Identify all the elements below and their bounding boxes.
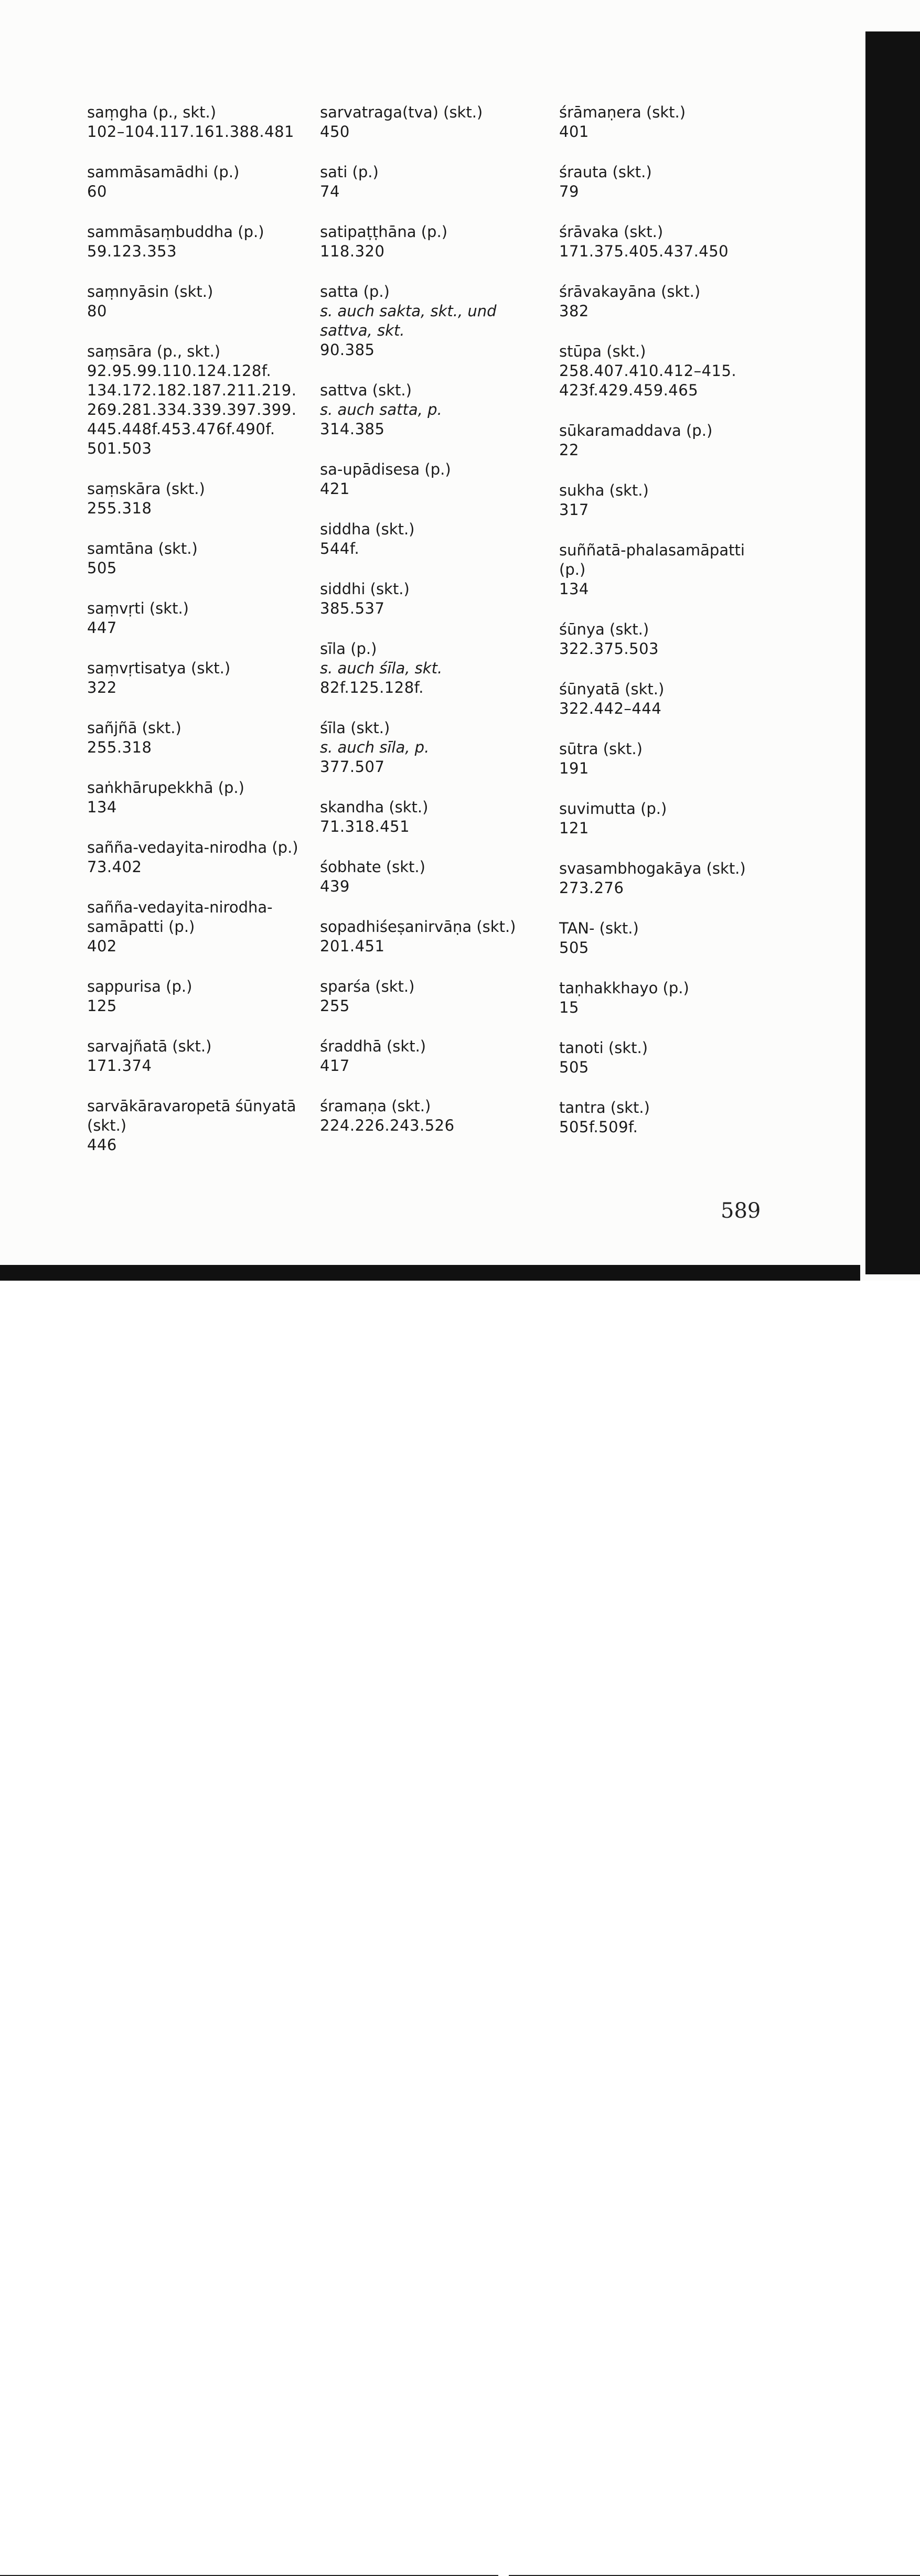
index-term: tantra (skt.) [559,1099,650,1117]
index-page-refs: 171.374 [87,1057,152,1075]
index-page-refs: 377.507 [320,758,385,776]
index-term: śobhate (skt.) [320,858,425,876]
index-page-refs: 73.402 [87,858,142,876]
index-cross-reference: s. auch satta, p. [320,401,442,418]
index-page-refs: 255.318 [87,738,152,756]
index-entry [320,639,540,697]
index-term: skandha (skt.) [320,798,429,816]
index-term: sūtra (skt.) [559,740,643,758]
index-term: satta (p.) [320,283,390,300]
index-page-refs: 90.385 [320,341,375,359]
index-entry [87,838,307,877]
index-entry [559,859,779,898]
index-term: saṅkhārupekkhā (p.) [87,779,244,797]
index-entry [320,282,540,360]
index-page-refs: 134 [559,580,589,598]
index-term: sparśa (skt.) [320,978,415,995]
index-term: sa-upādisesa (p.) [320,460,451,478]
index-page-refs: 314.385 [320,420,385,438]
index-page-refs: 417 [320,1057,350,1075]
index-page-refs: 74 [320,183,340,200]
index-entry [559,481,779,520]
index-page-refs: 322 [87,679,117,696]
index-entry [559,739,779,778]
index-term: siddha (skt.) [320,520,415,538]
index-entry [320,381,540,439]
index-entry [559,1098,779,1137]
index-entry [87,1097,307,1155]
index-page-refs: 59.123.353 [87,242,177,260]
index-term: sañña-vedayita-nirodha- samāpatti (p.) [87,898,273,936]
index-entry [320,579,540,618]
index-term: svasambhogakāya (skt.) [559,860,746,877]
index-entry [559,421,779,460]
index-page-refs: 258.407.410.412–415. 423f.429.459.465 [559,362,737,399]
index-term: saṃsāra (p., skt.) [87,342,221,360]
index-page-refs: 92.95.99.110.124.128f. 134.172.182.187.211.219. 269.281.334.339.397.399. 445.448f.453.476f.490f. 501.503 [87,362,297,457]
index-term: sappurisa (p.) [87,978,192,995]
index-term: siddhi (skt.) [320,580,410,598]
index-page-refs: 201.451 [320,937,385,955]
index-entry [87,342,307,458]
index-page-refs: 22 [559,441,579,459]
index-entry [87,659,307,697]
index-entry [559,342,779,400]
index-page-refs: 125 [87,997,117,1015]
index-page-refs: 80 [87,302,107,320]
index-entry [320,1097,540,1135]
index-term: saṃgha (p., skt.) [87,103,217,121]
index-entry [320,163,540,201]
index-page-refs: 544f. [320,540,360,557]
index-entry [320,917,540,956]
index-term: saṃnyāsin (skt.) [87,283,213,300]
index-entry [320,460,540,499]
index-entry [87,163,307,201]
index-term: saṃvṛtisatya (skt.) [87,659,231,677]
index-term: śraddhā (skt.) [320,1037,426,1055]
index-term: sarvajñatā (skt.) [87,1037,212,1055]
index-term: samtāna (skt.) [87,540,198,557]
index-page-refs: 317 [559,501,589,519]
index-entry [87,778,307,817]
index-entry [320,977,540,1016]
index-page-refs: 505f.509f. [559,1118,638,1136]
index-entry [559,680,779,718]
index-term: sīla (p.) [320,640,377,658]
index-entry [320,1037,540,1076]
index-term: TAN- (skt.) [559,919,639,937]
book-spine-shadow [865,31,920,1274]
index-entry [87,282,307,321]
index-term: sati (p.) [320,163,379,181]
index-page-refs: 224.226.243.526 [320,1117,455,1134]
index-entry [320,222,540,261]
index-page-refs: 402 [87,937,117,955]
index-column-2 [320,103,540,1156]
index-term: sarvatraga(tva) (skt.) [320,103,483,121]
index-term: stūpa (skt.) [559,342,646,360]
index-page-refs: 15 [559,999,579,1016]
index-page-refs: 322.375.503 [559,640,659,658]
index-page-refs: 191 [559,759,589,777]
index-entry [320,718,540,777]
index-page-refs: 171.375.405.437.450 [559,242,729,260]
index-term: sammāsaṃbuddha (p.) [87,223,264,241]
index-term: sañña-vedayita-nirodha (p.) [87,839,298,856]
index-page-refs: 505 [559,939,589,957]
index-term: sattva (skt.) [320,381,412,399]
index-entry [87,539,307,578]
index-term: sukha (skt.) [559,481,649,499]
index-column-3 [559,103,779,1158]
index-entry [559,103,779,142]
index-term: śūnya (skt.) [559,620,649,638]
index-page-refs: 118.320 [320,242,385,260]
index-column-1 [87,103,307,1176]
index-page-refs: 121 [559,819,589,837]
index-page-refs: 439 [320,877,350,895]
index-entry [559,979,779,1017]
index-entry [87,599,307,638]
index-entry [87,718,307,757]
index-entry [87,222,307,261]
scan-bottom-edge [0,1265,860,1281]
index-entry [87,479,307,518]
index-term: sarvākāravaropetā śūnyatā (skt.) [87,1097,296,1134]
index-page-refs: 446 [87,1136,117,1154]
index-term: sañjñā (skt.) [87,719,181,737]
index-page-refs: 382 [559,302,589,320]
index-entry [559,541,779,599]
index-term: śīla (skt.) [320,719,390,737]
index-entry [87,977,307,1016]
index-term: sūkaramaddava (p.) [559,422,713,439]
index-term: saṃskāra (skt.) [87,480,205,498]
index-term: śrāmaṇera (skt.) [559,103,686,121]
index-term: sopadhiśeṣanirvāṇa (skt.) [320,918,516,936]
index-cross-reference: s. auch sakta, skt., und sattva, skt. [320,302,497,339]
index-term: satipaṭṭhāna (p.) [320,223,448,241]
index-page-refs: 505 [87,559,117,577]
index-page-refs: 71.318.451 [320,818,410,835]
index-page-refs: 273.276 [559,879,624,897]
index-entry [320,103,540,142]
index-cross-reference: s. auch sīla, p. [320,738,430,756]
index-term: śramaṇa (skt.) [320,1097,431,1115]
index-entry [320,798,540,836]
index-entry [559,620,779,659]
index-page-refs: 447 [87,619,117,637]
index-term: śūnyatā (skt.) [559,680,665,698]
index-term: śrauta (skt.) [559,163,652,181]
index-page-refs: 450 [320,123,350,141]
index-term: taṇhakkhayo (p.) [559,979,689,997]
index-page-refs: 401 [559,123,589,141]
index-term: saṃvṛti (skt.) [87,599,189,617]
index-cross-reference: s. auch śīla, skt. [320,659,443,677]
index-entry [559,222,779,261]
index-page-refs: 102–104.117.161.388.481 [87,123,294,141]
index-term: tanoti (skt.) [559,1039,648,1057]
index-page-refs: 322.442–444 [559,700,662,717]
index-page-refs: 255.318 [87,499,152,517]
index-page-refs: 79 [559,183,579,200]
index-entry [87,898,307,956]
index-entry [559,163,779,201]
index-term: sammāsamādhi (p.) [87,163,240,181]
index-page-refs: 82f.125.128f. [320,679,424,696]
index-entry [320,857,540,896]
index-term: śrāvaka (skt.) [559,223,664,241]
index-entry [87,103,307,142]
index-entry [559,282,779,321]
index-term: śrāvakayāna (skt.) [559,283,701,300]
index-page-refs: 255 [320,997,350,1015]
index-entry [559,799,779,838]
index-page-refs: 505 [559,1058,589,1076]
index-page-refs: 60 [87,183,107,200]
index-entry [559,919,779,958]
index-page-refs: 134 [87,798,117,816]
index-page-refs: 421 [320,480,350,498]
page-number: 589 [721,1199,761,1223]
scan-margin [0,1281,920,1301]
index-entry [559,1038,779,1077]
index-entry [87,1037,307,1076]
index-page-refs: 385.537 [320,599,385,617]
index-term: suññatā-phalasamāpatti (p.) [559,541,745,578]
index-term: suvimutta (p.) [559,800,667,818]
index-entry [320,520,540,559]
